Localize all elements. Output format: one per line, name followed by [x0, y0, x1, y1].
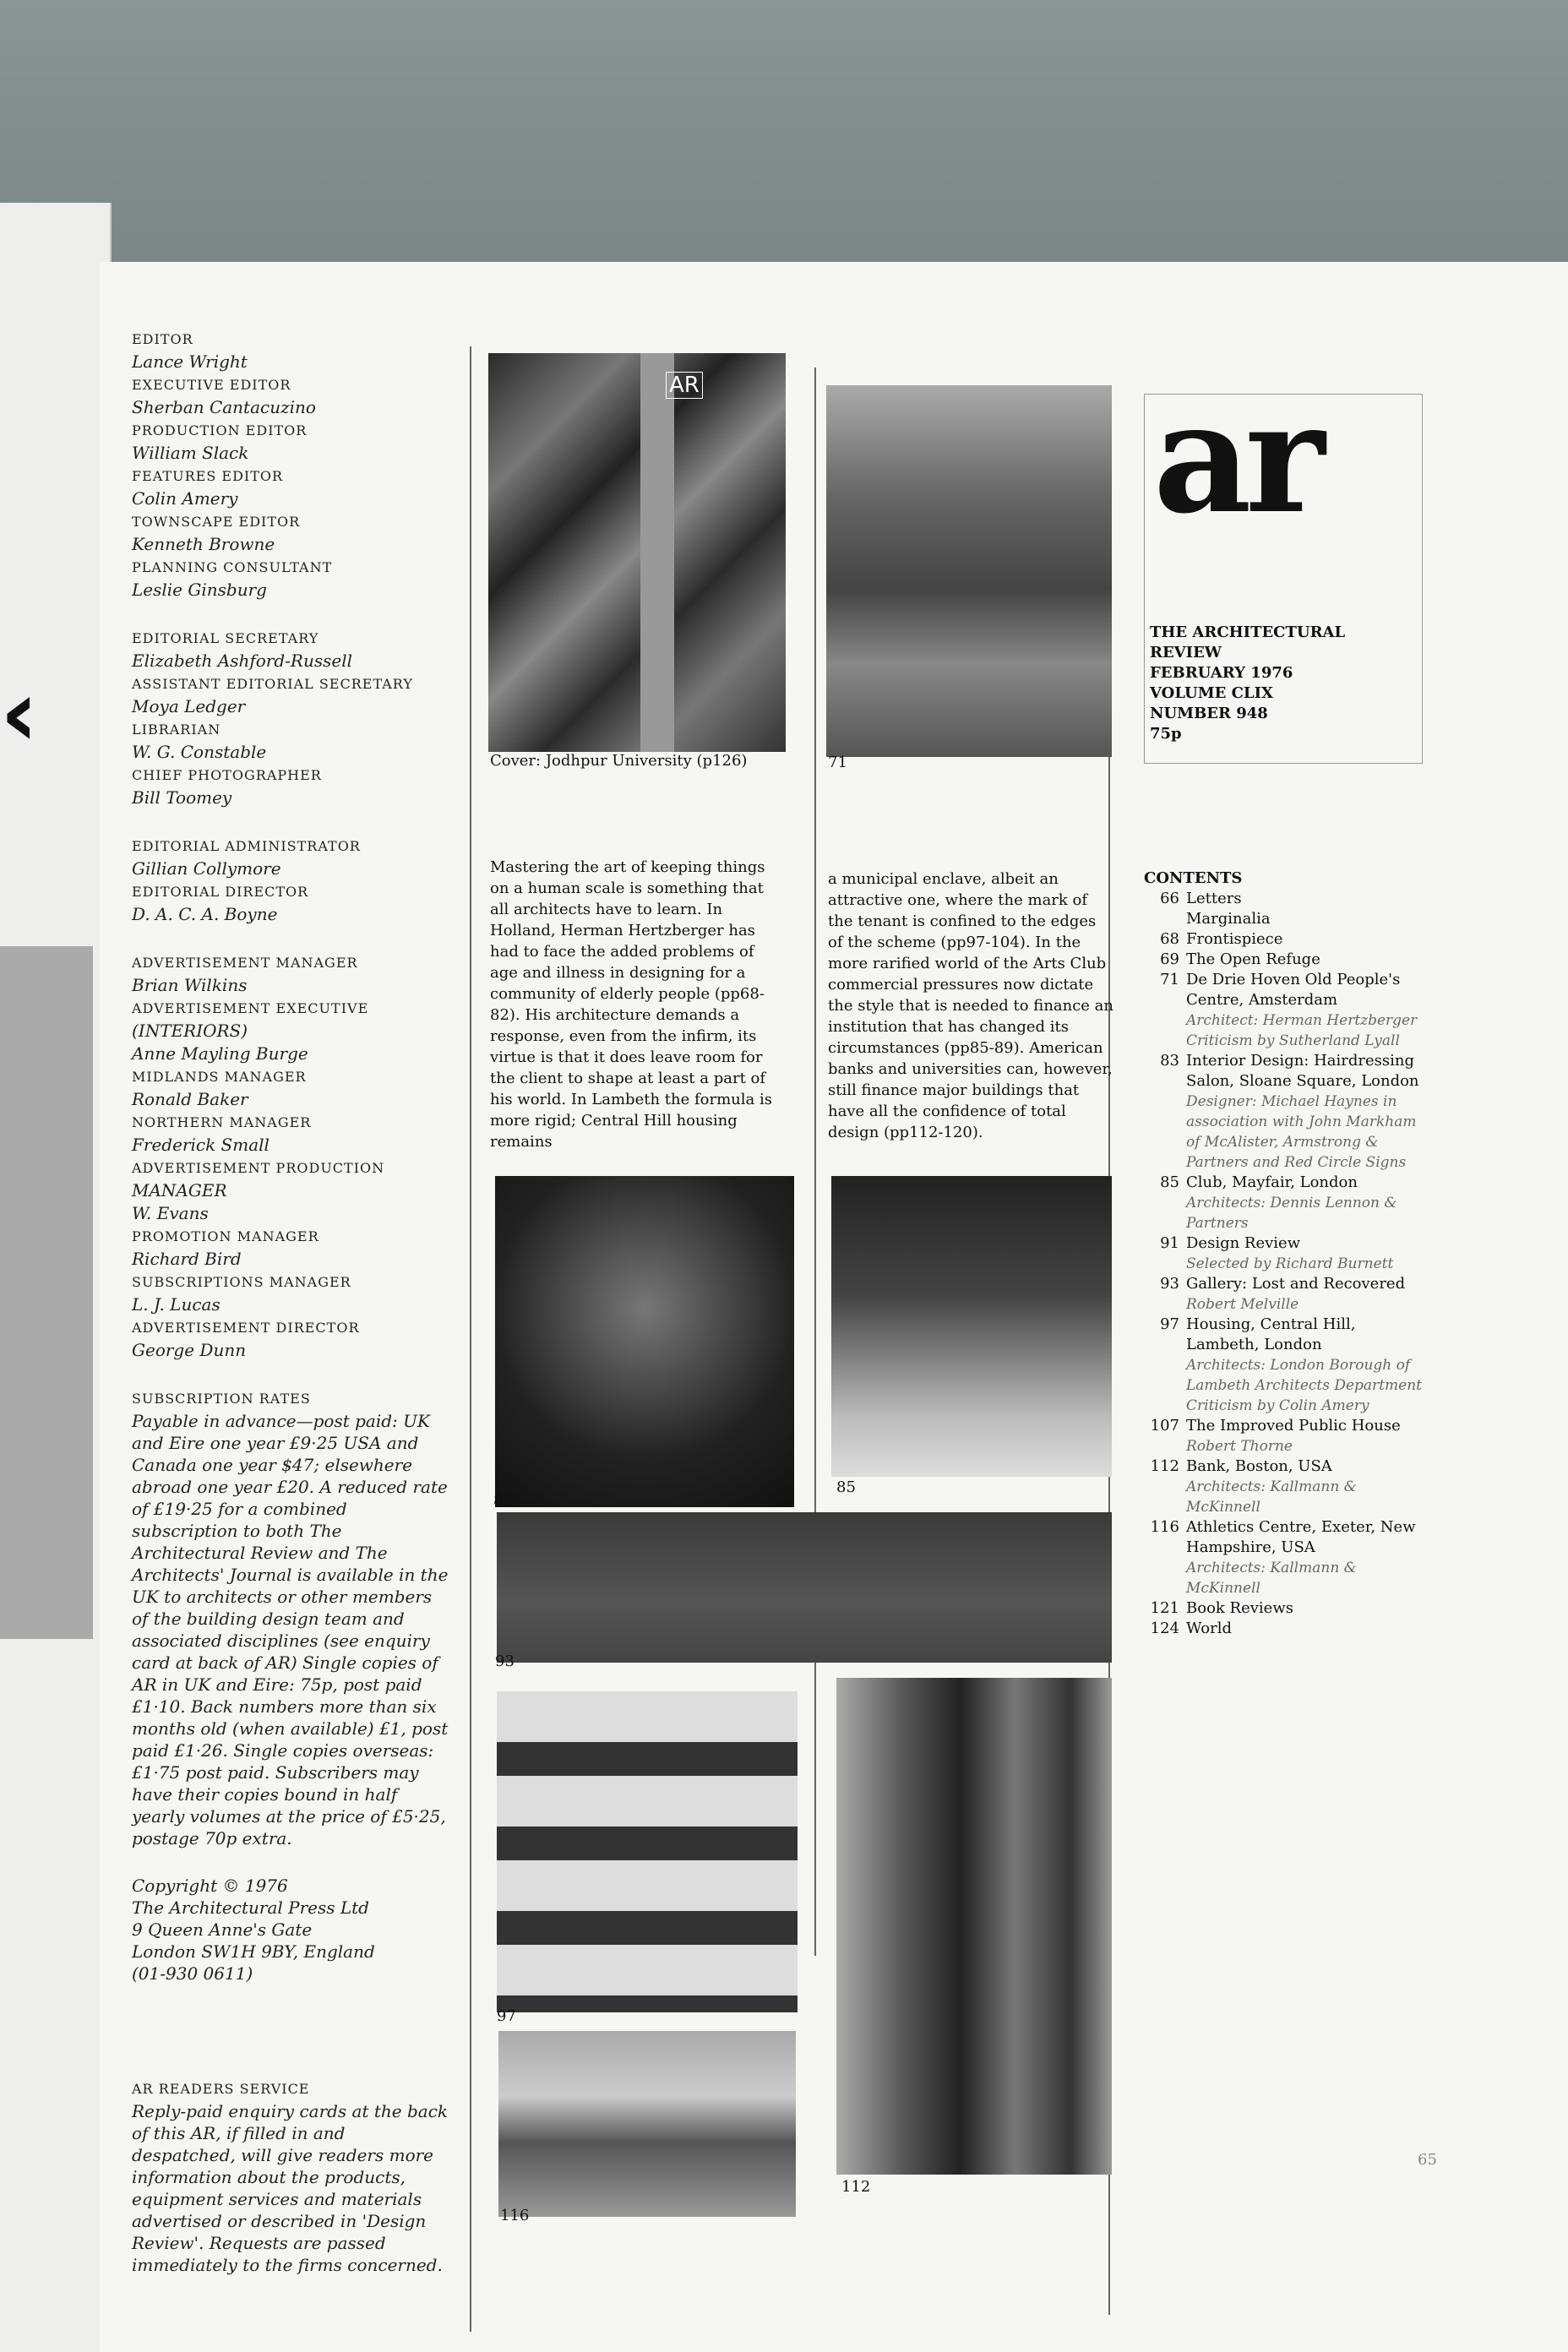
masthead-role: ADVERTISEMENT PRODUCTION [132, 1160, 385, 1176]
masthead-role: SUBSCRIPTIONS MANAGER [132, 1274, 351, 1290]
contents-credit: Architect: Herman Hertzberger Criticism by Sutherland Lyall [1186, 1012, 1418, 1049]
contents-title: Gallery: Lost and Recovered [1186, 1275, 1406, 1293]
masthead-role: ADVERTISEMENT MANAGER [132, 955, 358, 971]
article-text-right: a municipal enclave, albeit an attractive one, where the mark of the tenant is confined to the edges of the scheme (pp97-104). In the more rarified world of the Arts Club commercial pressures now dictate the style that is needed to finance an institution that has changed its circumstances (pp85-89). American banks and universities can, however, still finance major buildings that have all the confidence of total design (pp112-120). [828, 870, 1114, 1141]
contents-title: Frontispiece [1186, 930, 1283, 948]
contents-item [1144, 1315, 1431, 1416]
masthead-role: CHIEF PHOTOGRAPHER [132, 767, 322, 783]
copyright-line: (01-930 0611) [132, 1963, 253, 1984]
masthead-name: William Slack [132, 443, 249, 463]
caption-116: 116 [500, 2207, 530, 2224]
subscription-text: Payable in advance—post paid: UK and Eire one year £9·25 USA and Canada one year $47; elsewhere abroad one year £20. A reduced rate of £19·25 for a combined subscription to both The Architectural Review and The Architects' Journal is available in the UK to architects or other members of the building design team and associated disciplines (see enquiry card at back of AR) Single copies of AR in UK and Eire: 75p, post paid £1·10. Back numbers more than six months old (when available) £1, post paid £1·26. Single copies overseas: £1·75 post paid. Subscribers may have their copies bound in half yearly volumes at the price of £5·25, postage 70p extra. [132, 1411, 449, 1848]
contents-title: Housing, Central Hill, Lambeth, London [1186, 1315, 1356, 1353]
contents-title: Athletics Centre, Exeter, New Hampshire, USA [1186, 1518, 1416, 1556]
page-number: 65 [1418, 2151, 1437, 2169]
photo-85 [831, 1176, 1112, 1477]
magazine-page [100, 262, 1568, 2352]
contents-page: 85 [1160, 1173, 1179, 1191]
cover-photo [488, 353, 786, 752]
contents-title: Letters [1186, 890, 1242, 907]
contents-page: 124 [1150, 1620, 1179, 1637]
caption-112: 112 [841, 2178, 871, 2196]
issue-line: VOLUME CLIX [1150, 684, 1273, 702]
contents-page: 116 [1150, 1518, 1179, 1536]
masthead-role: EDITORIAL DIRECTOR [132, 884, 309, 900]
contents-credit: Architects: Kallmann & McKinnell [1186, 1478, 1357, 1516]
contents-page: 83 [1160, 1052, 1179, 1070]
masthead-name: George Dunn [132, 1340, 247, 1360]
issue-line: NUMBER 948 [1150, 705, 1268, 722]
contents-item [1144, 1416, 1431, 1456]
facing-page [0, 203, 112, 2352]
contents-page: 97 [1160, 1315, 1179, 1333]
masthead-name: Elizabeth Ashford-Russell [132, 651, 353, 671]
contents-item [1144, 970, 1431, 1051]
cover-caption: Cover: Jodhpur University (p126) [490, 752, 748, 770]
masthead-name: Frederick Small [132, 1135, 270, 1155]
cover-logo: AR [666, 372, 703, 399]
masthead-name: Leslie Ginsburg [132, 580, 267, 600]
contents-item [1144, 889, 1431, 909]
copyright-line: London SW1H 9BY, England [132, 1941, 375, 1962]
caption-71: 71 [828, 754, 847, 771]
contents-credit: Robert Thorne [1186, 1438, 1293, 1455]
contents-item [1144, 1517, 1431, 1598]
masthead-role: ADVERTISEMENT EXECUTIVE [132, 1000, 369, 1016]
contents-list [1144, 868, 1431, 1639]
contents-item [1144, 1274, 1431, 1315]
masthead-name: (INTERIORS) [132, 1021, 248, 1041]
masthead-role: ADVERTISEMENT DIRECTOR [132, 1320, 360, 1336]
contents-credit: Architects: Dennis Lennon & Partners [1186, 1195, 1397, 1232]
contents-item [1144, 1456, 1431, 1517]
contents-item [1144, 929, 1431, 950]
subscription-heading: SUBSCRIPTION RATES [132, 1391, 311, 1407]
masthead-name: L. J. Lucas [132, 1294, 220, 1315]
contents-title: The Improved Public House [1186, 1417, 1401, 1435]
contents-title: Book Reviews [1186, 1599, 1293, 1617]
facing-page-letter: ‹ [0, 659, 39, 767]
masthead-role: EDITOR [132, 331, 193, 347]
masthead-name: Bill Toomey [132, 787, 232, 808]
masthead [132, 328, 512, 2276]
contents-item [1144, 1051, 1431, 1173]
masthead-name: W. Evans [132, 1203, 209, 1223]
contents-item [1144, 1598, 1431, 1619]
masthead-role: PLANNING CONSULTANT [132, 559, 333, 575]
contents-item [1144, 950, 1431, 970]
contents-item [1144, 1173, 1431, 1233]
contents-credit: Designer: Michael Haynes in association with John Markham of McAlister, Armstrong & Partners and Red Circle Signs [1186, 1093, 1417, 1171]
photo-83 [495, 1176, 794, 1507]
contents-heading: CONTENTS [1144, 869, 1243, 887]
issue-info [1150, 623, 1345, 744]
contents-credit: Architects: London Borough of Lambeth Architects Department Criticism by Colin Amery [1186, 1357, 1422, 1414]
masthead-role: PRODUCTION EDITOR [132, 422, 308, 438]
contents-credit: Architects: Kallmann & McKinnell [1186, 1560, 1357, 1597]
issue-line: THE ARCHITECTURAL [1150, 623, 1346, 641]
masthead-role: LIBRARIAN [132, 721, 221, 738]
contents-page: 112 [1150, 1457, 1179, 1475]
contents-item [1144, 909, 1431, 929]
photo-116 [498, 2031, 796, 2217]
masthead-name: W. G. Constable [132, 742, 267, 762]
readers-service-heading: AR READERS SERVICE [132, 2081, 310, 2097]
contents-page [1144, 909, 1186, 929]
masthead-role: ASSISTANT EDITORIAL SECRETARY [132, 676, 413, 692]
masthead-name: D. A. C. A. Boyne [132, 904, 278, 924]
contents-page: 91 [1160, 1234, 1179, 1252]
contents-title: Club, Mayfair, London [1186, 1173, 1358, 1191]
masthead-name: Sherban Cantacuzino [132, 397, 316, 417]
contents-title: Design Review [1186, 1234, 1301, 1252]
photo-112 [836, 1678, 1112, 2175]
contents-title: Bank, Boston, USA [1186, 1457, 1332, 1475]
contents-title: World [1186, 1620, 1232, 1637]
background [0, 0, 1568, 279]
readers-service-text: Reply-paid enquiry cards at the back of this AR, if filled in and despatched, will give readers more information about the products, equipment services and materials advertised or described in 'Design Review'. Requests are passed immediately to the firms concerned. [132, 2101, 449, 2275]
masthead-role: FEATURES EDITOR [132, 468, 284, 484]
masthead-name: Colin Amery [132, 488, 238, 509]
caption-83: 83 [493, 1492, 513, 1510]
contents-title: Interior Design: Hairdressing Salon, Sloane Square, London [1186, 1052, 1419, 1090]
contents-page: 121 [1150, 1599, 1179, 1617]
column-rule [470, 346, 471, 2332]
issue-line: FEBRUARY 1976 [1150, 664, 1293, 682]
masthead-role: EDITORIAL ADMINISTRATOR [132, 838, 361, 854]
contents-title: De Drie Hoven Old People's Centre, Amsterdam [1186, 971, 1401, 1009]
caption-97: 97 [497, 2007, 516, 2025]
masthead-name: Gillian Collymore [132, 858, 281, 879]
caption-93: 93 [495, 1652, 514, 1670]
contents-page: 93 [1160, 1275, 1179, 1293]
issue-line: 75p [1150, 725, 1182, 743]
masthead-role: EXECUTIVE EDITOR [132, 377, 291, 393]
contents-page: 68 [1160, 930, 1179, 948]
photo-71 [826, 385, 1112, 757]
column-rule [814, 368, 816, 1956]
masthead-name: Lance Wright [132, 351, 248, 372]
logo-box [1144, 369, 1423, 764]
contents-page: 69 [1160, 950, 1179, 968]
copyright-line: 9 Queen Anne's Gate [132, 1919, 313, 1940]
masthead-name: MANAGER [132, 1180, 227, 1200]
masthead-name: Kenneth Browne [132, 534, 275, 554]
contents-item [1144, 1619, 1431, 1639]
masthead-name: Richard Bird [132, 1249, 242, 1269]
contents-item [1144, 1233, 1431, 1274]
masthead-name: Brian Wilkins [132, 975, 248, 995]
facing-page-image [0, 946, 93, 1639]
masthead-name: Anne Mayling Burge [132, 1043, 308, 1064]
masthead-role: TOWNSCAPE EDITOR [132, 514, 301, 530]
photo-97 [497, 1691, 798, 2012]
copyright-line: Copyright © 1976 [132, 1876, 288, 1896]
contents-page: 71 [1160, 971, 1179, 988]
contents-page: 107 [1150, 1417, 1179, 1435]
article-text-left: Mastering the art of keeping things on a human scale is something that all architects have to learn. In Holland, Herman Hertzberger has had to face the added problems of age and illness in designing for a community of elderly people (pp68-82). His architecture demands a response, even from the infirm, its virtue is that it does leave room for the client to shape at least a part of his world. In Lambeth the formula is more rigid; Central Hill housing remains [490, 858, 772, 1151]
masthead-role: NORTHERN MANAGER [132, 1114, 312, 1130]
issue-line: REVIEW [1150, 644, 1222, 662]
contents-credit: Selected by Richard Burnett [1186, 1255, 1394, 1272]
contents-page: 66 [1160, 890, 1179, 907]
ar-logo: ar [1153, 369, 1319, 547]
contents-credit: Robert Melville [1186, 1296, 1299, 1313]
masthead-role: PROMOTION MANAGER [132, 1228, 319, 1244]
masthead-role: EDITORIAL SECRETARY [132, 630, 319, 646]
copyright-line: The Architectural Press Ltd [132, 1897, 369, 1918]
contents-title: Marginalia [1186, 910, 1271, 928]
masthead-name: Moya Ledger [132, 696, 246, 716]
contents-title: The Open Refuge [1186, 950, 1320, 968]
masthead-role: MIDLANDS MANAGER [132, 1069, 307, 1085]
photo-93 [497, 1512, 1112, 1663]
caption-85: 85 [836, 1478, 856, 1496]
masthead-name: Ronald Baker [132, 1089, 248, 1109]
